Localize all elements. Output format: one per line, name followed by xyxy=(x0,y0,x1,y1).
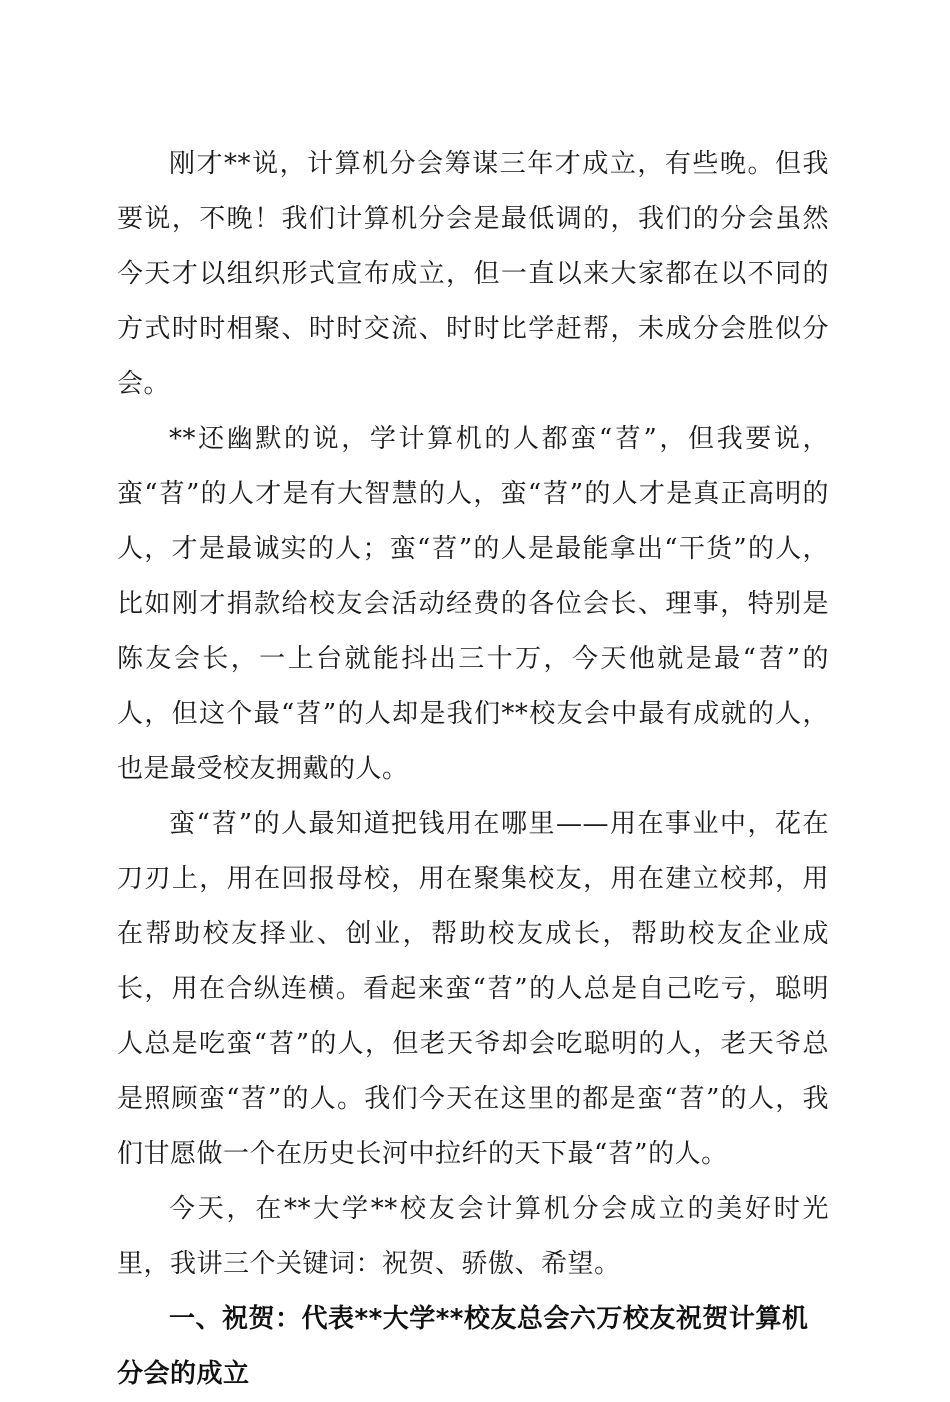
paragraph-3: 蛮“苕”的人最知道把钱用在哪里——用在事业中，花在刀刃上，用在回报母校，用在聚集校友，用在建立校邦，用在帮助校友择业、创业，帮助校友成长，帮助校友企业成长，用在合纵连横。看起来蛮“苕”的人总是自己吃亏，聪明人总是吃蛮“苕”的人，但老天爷却会吃聪明的人，老天爷总是照顾蛮“苕”的人。我们今天在这里的都是蛮“苕”的人，我们甘愿做一个在历史长河中拉纤的天下最“苕”的人。 xyxy=(117,809,829,1169)
paragraph-4: 今天，在**大学**校友会计算机分会成立的美好时光里，我讲三个关键词：祝贺、骄傲、希望。 xyxy=(117,1194,829,1279)
paragraph-1: 刚才**说，计算机分会筹谋三年才成立，有些晚。但我要说，不晚！我们计算机分会是最低调的，我们的分会虽然今天才以组织形式宣布成立，但一直以来大家都在以不同的方式时时相聚、时时交流、时时比学赶帮，未成分会胜似分会。 xyxy=(117,149,829,399)
document-body xyxy=(117,137,829,1402)
section-heading-1: 一、祝贺：代表**大学**校友总会六万校友祝贺计算机分会的成立 xyxy=(117,1304,809,1389)
paragraph-2: **还幽默的说，学计算机的人都蛮“苕”，但我要说，蛮“苕”的人才是有大智慧的人，蛮“苕”的人才是真正高明的人，才是最诚实的人；蛮“苕”的人是最能拿出“干货”的人，比如刚才捐款给校友会活动经费的各位会长、理事，特别是陈友会长，一上台就能抖出三十万，今天他就是最“苕”的人，但这个最“苕”的人却是我们**校友会中最有成就的人，也是最受校友拥戴的人。 xyxy=(117,424,829,784)
